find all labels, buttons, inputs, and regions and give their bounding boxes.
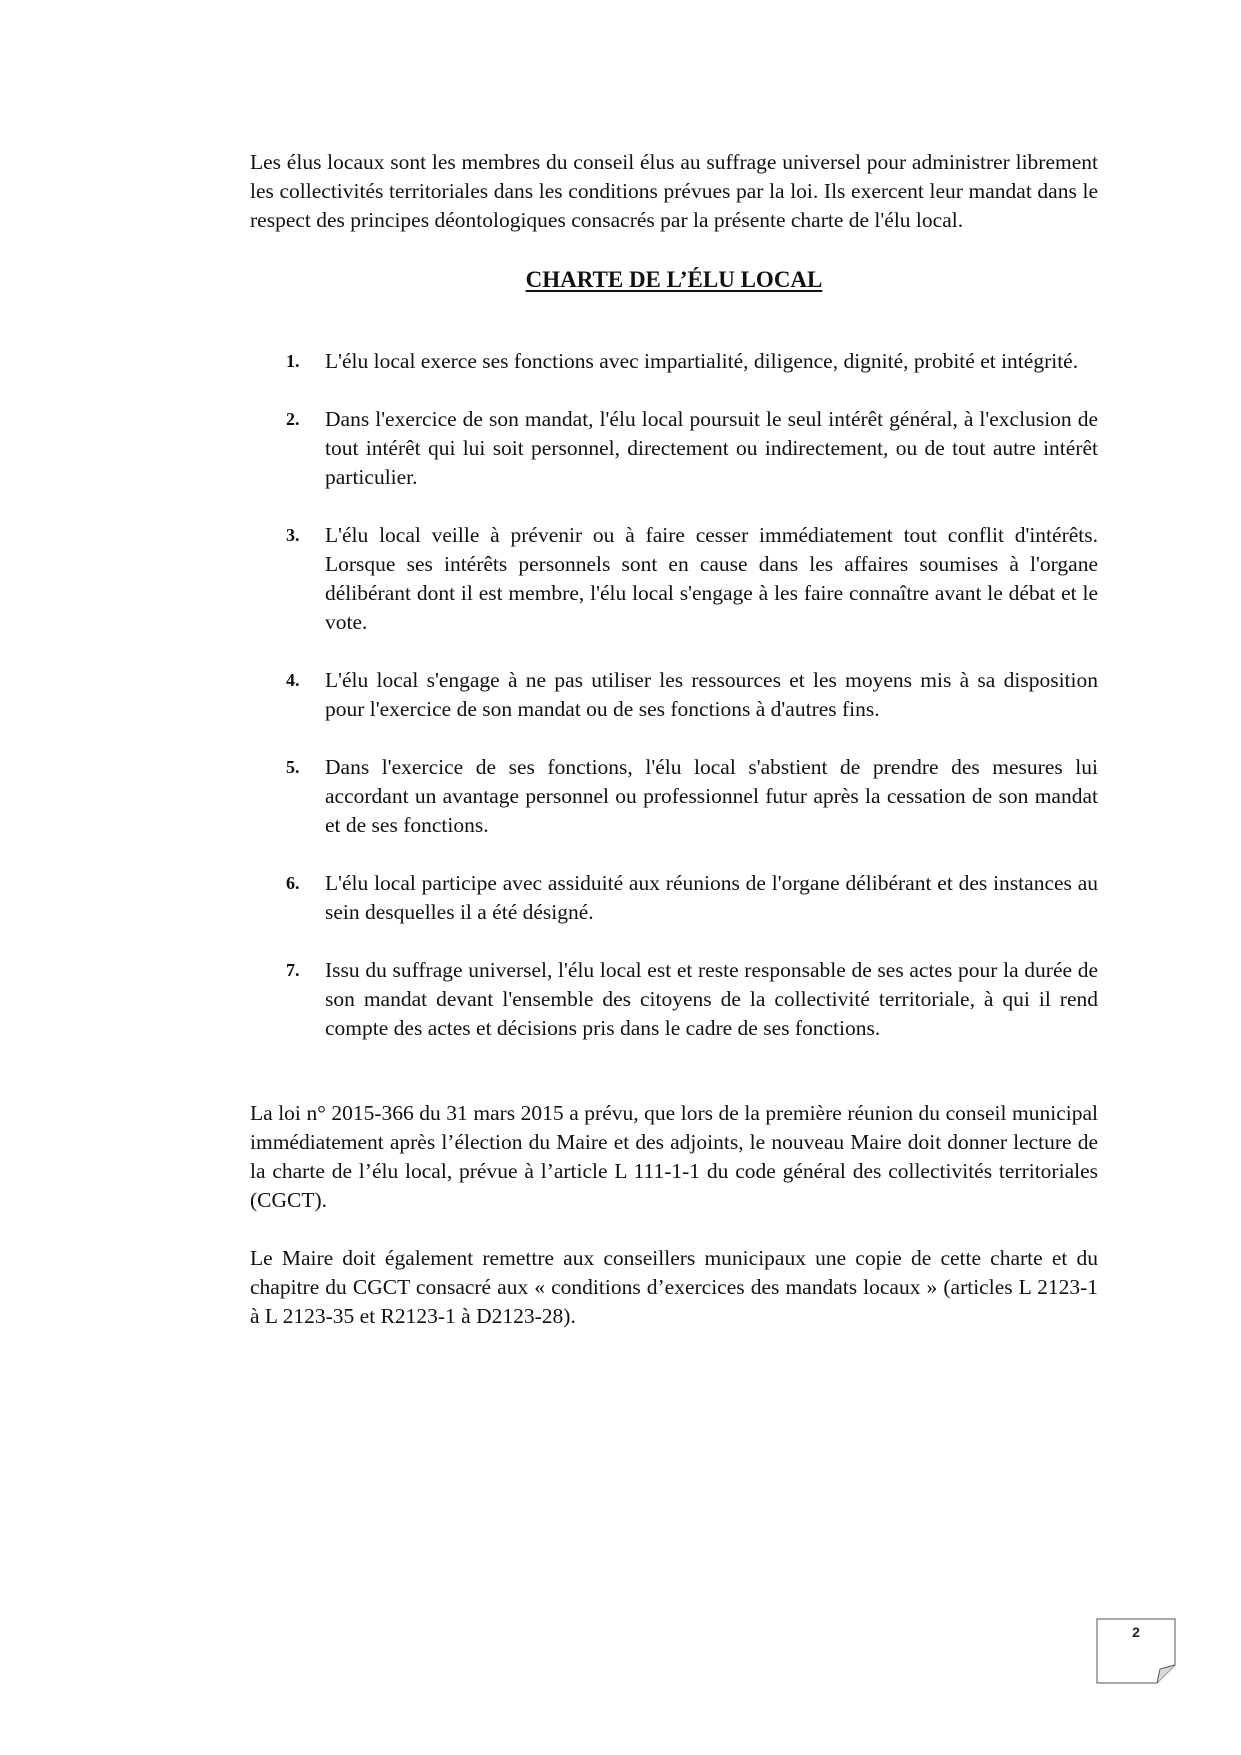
article-number: 4.: [286, 670, 300, 690]
article-number: 3.: [286, 525, 300, 545]
article-text: L'élu local participe avec assiduité aux réunions de l'organe délibérant et des instances au sein desquelles il a été désigné.: [325, 871, 1098, 924]
article-text: Dans l'exercice de son mandat, l'élu local poursuit le seul intérêt général, à l'exclusion de tout intérêt qui lui soit personnel, directement ou indirectement, ou de tout autre intérêt particulier.: [325, 407, 1098, 489]
article-text: L'élu local s'engage à ne pas utiliser les ressources et les moyens mis à sa disposition pour l'exercice de son mandat ou de ses fonctions à d'autres fins.: [325, 668, 1098, 721]
article-text: Issu du suffrage universel, l'élu local est et reste responsable de ses actes pour la durée de son mandat devant l'ensemble des citoyens de la collectivité territoriale, à qui il rend compte des actes et décisions pris dans le cadre de ses fonctions.: [325, 958, 1098, 1040]
article-number: 7.: [286, 960, 300, 980]
charter-article: [250, 956, 1098, 1043]
charter-article: [250, 521, 1098, 637]
charter-article: [250, 347, 1098, 376]
law-paragraph: La loi n° 2015-366 du 31 mars 2015 a prévu, que lors de la première réunion du conseil municipal immédiatement après l’élection du Maire et des adjoints, le nouveau Maire doit donner lecture de la charte de l’élu local, prévue à l’article L 111-1-1 du code général des collectivités territoriales (CGCT).: [250, 1101, 1098, 1212]
charter-article: [250, 869, 1098, 927]
charter-article: [250, 753, 1098, 840]
article-text: L'élu local veille à prévenir ou à faire cesser immédiatement tout conflit d'intérêts. Lorsque ses intérêts personnels sont en cause dans les affaires soumises à l'organe délibérant dont il est membre, l'élu local s'engage à les faire connaître avant le débat et le vote.: [325, 523, 1098, 634]
charter-article: [250, 405, 1098, 492]
article-number: 5.: [286, 757, 300, 777]
charter-title: CHARTE DE L’ÉLU LOCAL: [525, 267, 823, 292]
charter-article: [250, 666, 1098, 724]
article-number: 1.: [286, 351, 300, 371]
page-number: 2: [1132, 1624, 1140, 1640]
page-number-box: [1096, 1618, 1176, 1684]
document-page: [250, 148, 1098, 1331]
mayor-paragraph: Le Maire doit également remettre aux conseillers municipaux une copie de cette charte et du chapitre du CGCT consacré aux « conditions d’exercices des mandats locaux » (articles L 2123-1 à L 2123-35 et R2123-1 à D2123-28).: [250, 1246, 1098, 1328]
article-text: Dans l'exercice de ses fonctions, l'élu local s'abstient de prendre des mesures lui accordant un avantage personnel ou professionnel futur après la cessation de son mandat et de ses fonctions.: [325, 755, 1098, 837]
intro-paragraph: Les élus locaux sont les membres du conseil élus au suffrage universel pour administrer librement les collectivités territoriales dans les conditions prévues par la loi. Ils exercent leur mandat dans le respect des principes déontologiques consacrés par la présente charte de l'élu local.: [250, 150, 1098, 232]
article-number: 2.: [286, 409, 300, 429]
article-number: 6.: [286, 873, 300, 893]
article-text: L'élu local exerce ses fonctions avec impartialité, diligence, dignité, probité et intégrité.: [325, 349, 1079, 373]
charter-article-list: [250, 347, 1098, 1043]
